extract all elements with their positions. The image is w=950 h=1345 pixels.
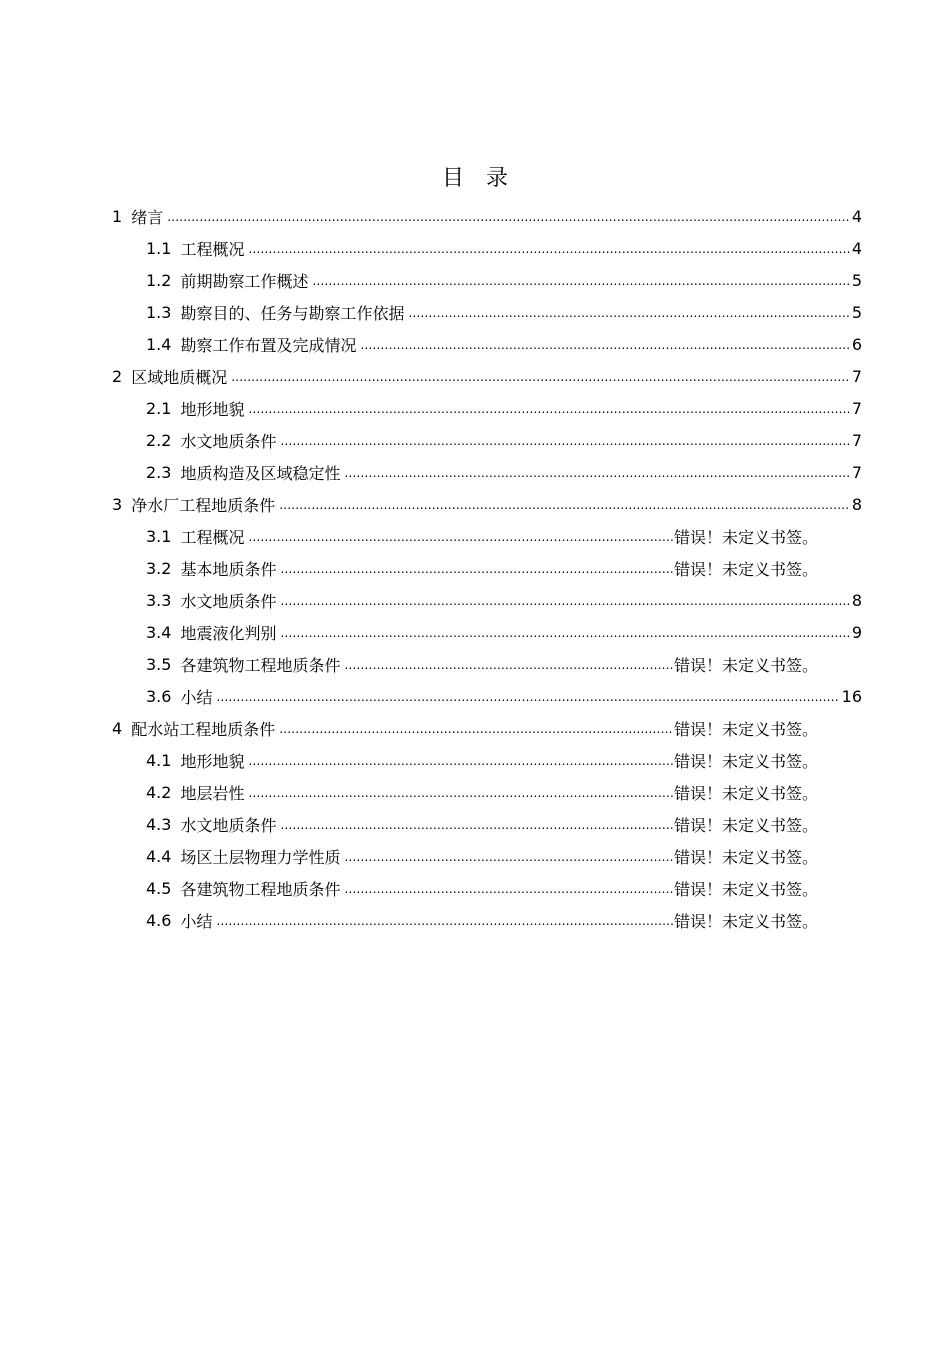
toc-page: 7	[851, 430, 862, 450]
dot-leader	[216, 910, 674, 930]
toc-label: 净水厂工程地质条件	[131, 495, 276, 515]
toc-page: 错误！未定义书签。	[673, 911, 818, 931]
toc-entry[interactable]	[146, 872, 818, 904]
toc-number: 3.6	[146, 686, 172, 706]
toc-label: 场区土层物理力学性质	[180, 847, 341, 867]
toc-entry[interactable]	[146, 840, 818, 872]
toc-number: 3.1	[146, 526, 172, 546]
dot-leader	[280, 430, 849, 450]
toc-entry[interactable]	[146, 616, 862, 648]
toc-label: 地形地貌	[180, 751, 245, 771]
toc-number: 4.3	[146, 814, 172, 834]
dot-leader	[167, 206, 850, 226]
toc-entry[interactable]	[146, 264, 862, 296]
toc-number: 4	[112, 718, 123, 738]
dot-leader	[312, 270, 849, 290]
dot-leader	[248, 750, 674, 770]
toc-entry[interactable]	[146, 424, 862, 456]
toc-label: 水文地质条件	[180, 591, 277, 611]
toc-page: 错误！未定义书签。	[673, 815, 818, 835]
toc-page: 7	[851, 462, 862, 482]
toc-entry[interactable]	[146, 296, 862, 328]
toc-label: 地层岩性	[180, 783, 245, 803]
dot-leader	[280, 814, 674, 834]
dot-leader	[248, 526, 674, 546]
dot-leader	[248, 398, 849, 418]
toc-number: 3.5	[146, 654, 172, 674]
dot-leader	[231, 366, 850, 386]
dot-leader	[279, 718, 674, 738]
dot-leader	[248, 238, 849, 258]
toc-page: 7	[851, 366, 862, 386]
toc-page: 8	[851, 590, 862, 610]
toc-page: 错误！未定义书签。	[673, 847, 818, 867]
toc-entry[interactable]	[146, 584, 862, 616]
dot-leader	[279, 494, 850, 514]
dot-leader	[344, 878, 674, 898]
toc-page: 4	[851, 206, 862, 226]
toc-entry[interactable]	[112, 488, 862, 520]
toc-page: 4	[851, 238, 862, 258]
toc-page: 错误！未定义书签。	[673, 655, 818, 675]
toc-label: 各建筑物工程地质条件	[180, 879, 341, 899]
dot-leader	[344, 462, 849, 482]
toc-number: 1.2	[146, 270, 172, 290]
toc-number: 3.3	[146, 590, 172, 610]
toc-entry[interactable]	[146, 456, 862, 488]
toc-number: 2.3	[146, 462, 172, 482]
toc-entry[interactable]	[146, 680, 862, 712]
toc-number: 4.6	[146, 910, 172, 930]
dot-leader	[344, 654, 674, 674]
toc-entry[interactable]	[146, 232, 862, 264]
toc-number: 2	[112, 366, 123, 386]
toc-page: 错误！未定义书签。	[673, 527, 818, 547]
toc-label: 工程概况	[180, 527, 245, 547]
toc-entry[interactable]	[112, 712, 818, 744]
toc-page: 错误！未定义书签。	[673, 783, 818, 803]
toc-number: 2.2	[146, 430, 172, 450]
toc-number: 2.1	[146, 398, 172, 418]
toc-label: 前期勘察工作概述	[180, 271, 309, 291]
toc-entry[interactable]	[146, 808, 818, 840]
toc-number: 3.4	[146, 622, 172, 642]
toc-number: 4.5	[146, 878, 172, 898]
toc-page: 错误！未定义书签。	[673, 751, 818, 771]
toc-number: 1.4	[146, 334, 172, 354]
toc-entry[interactable]	[146, 392, 862, 424]
toc-page: 16	[841, 686, 862, 706]
toc-entry[interactable]	[146, 776, 818, 808]
toc-entry[interactable]	[146, 904, 818, 936]
toc-number: 4.1	[146, 750, 172, 770]
toc-page: 错误！未定义书签。	[673, 559, 818, 579]
toc-label: 小结	[180, 687, 213, 707]
toc-label: 基本地质条件	[180, 559, 277, 579]
dot-leader	[360, 334, 849, 354]
dot-leader	[280, 622, 849, 642]
dot-leader	[280, 590, 849, 610]
toc-number: 1.3	[146, 302, 172, 322]
toc-label: 地质构造及区域稳定性	[180, 463, 341, 483]
toc-number: 3	[112, 494, 123, 514]
dot-leader	[216, 686, 839, 706]
toc-label: 各建筑物工程地质条件	[180, 655, 341, 675]
toc-page: 错误！未定义书签。	[673, 879, 818, 899]
toc-label: 水文地质条件	[180, 431, 277, 451]
toc-page: 9	[851, 622, 862, 642]
toc-entry[interactable]	[146, 552, 818, 584]
toc-label: 小结	[180, 911, 213, 931]
toc-label: 地震液化判别	[180, 623, 277, 643]
toc-number: 1.1	[146, 238, 172, 258]
toc-number: 3.2	[146, 558, 172, 578]
toc-label: 水文地质条件	[180, 815, 277, 835]
toc-page: 5	[851, 270, 862, 290]
dot-leader	[344, 846, 674, 866]
toc-label: 工程概况	[180, 239, 245, 259]
toc-entry[interactable]	[146, 328, 862, 360]
toc-page: 7	[851, 398, 862, 418]
toc-number: 4.2	[146, 782, 172, 802]
toc-label: 地形地貌	[180, 399, 245, 419]
toc-entry[interactable]	[112, 360, 862, 392]
dot-leader	[408, 302, 849, 322]
toc-page: 6	[851, 334, 862, 354]
toc-number: 1	[112, 206, 123, 226]
toc-page: 错误！未定义书签。	[673, 719, 818, 739]
toc-entry[interactable]	[146, 648, 818, 680]
toc-label: 勘察目的、任务与勘察工作依据	[180, 303, 405, 323]
toc-label: 勘察工作布置及完成情况	[180, 335, 357, 355]
toc-entry[interactable]	[146, 744, 818, 776]
toc-label: 绪言	[131, 207, 164, 227]
dot-leader	[280, 558, 674, 578]
toc-entry[interactable]	[112, 200, 862, 232]
toc-label: 配水站工程地质条件	[131, 719, 276, 739]
page-title: 目 录	[441, 166, 508, 191]
dot-leader	[248, 782, 674, 802]
toc-page: 8	[851, 494, 862, 514]
toc-page: 5	[851, 302, 862, 322]
toc-label: 区域地质概况	[131, 367, 228, 387]
toc-number: 4.4	[146, 846, 172, 866]
toc-entry[interactable]	[146, 520, 818, 552]
